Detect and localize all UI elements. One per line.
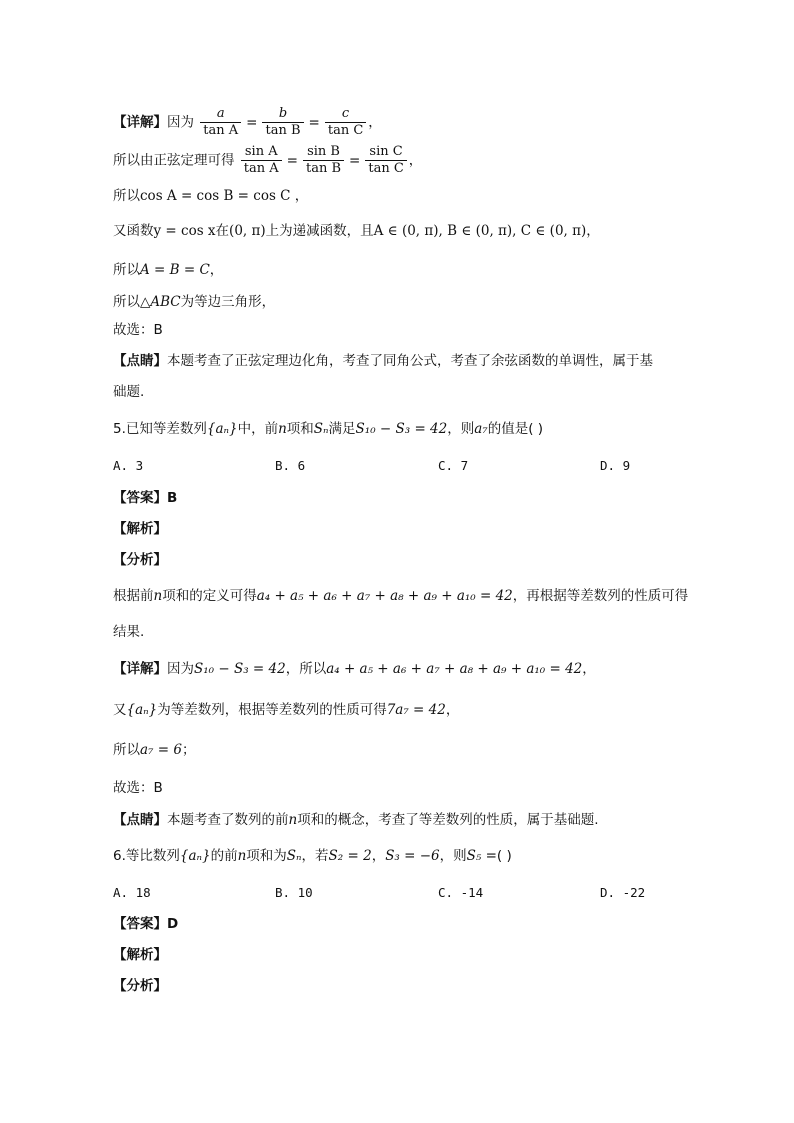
q5-option-c: C. 7 <box>438 458 469 473</box>
q5-analysis-line-2: 结果. <box>113 624 145 640</box>
det2-c: ， <box>445 702 460 718</box>
q6-stem-d: ，若 <box>301 848 329 864</box>
line2-prefix: 所以由正弦定理可得 <box>113 152 235 169</box>
q6-option-a: A. 18 <box>113 885 151 900</box>
because-text: 因为 <box>167 114 194 131</box>
question-5-stem <box>113 419 543 439</box>
comment-tag: 【点睛】 <box>113 353 167 369</box>
fraction-sinA-tanA: $\frac{\text{sin A}}{\text{tan A}}$ <box>241 144 282 177</box>
q5-comment <box>113 810 599 830</box>
comment-tag: 【点睛】 <box>113 812 167 828</box>
sum-equation: a₄ + a₅ + a₆ + a₇ + a₈ + a₉ + a₁₀ = 42 <box>256 588 513 604</box>
angles-equal: A = B = C <box>140 262 210 278</box>
q6-option-d: D. -22 <box>600 885 646 900</box>
q5-option-d: D. 9 <box>600 458 631 473</box>
q6-s3: S₃ = −6 <box>385 848 440 864</box>
seq-an: {aₙ} <box>206 421 238 437</box>
line4-in: 在 <box>215 223 230 239</box>
comment-line-1 <box>113 351 653 371</box>
q5-detail-line-1 <box>113 659 596 679</box>
fraction-sinB-tanB: $\frac{\text{sin B}}{\text{tan B}}$ <box>303 144 344 177</box>
det1-a: 因为 <box>167 661 194 677</box>
q5-detail-line-3 <box>113 740 195 760</box>
det1-c: ， <box>582 661 596 677</box>
q5-analysis-line-1 <box>113 586 688 606</box>
q5-detail-line-2 <box>113 700 459 720</box>
det1-condition: S₁₀ − S₃ = 42 <box>194 661 286 677</box>
detail-line-6 <box>113 292 275 312</box>
comment-a: 本题考查了数列的前 <box>167 812 289 828</box>
det2-a: 又 <box>113 702 127 718</box>
det1-sum: a₄ + a₅ + a₆ + a₇ + a₈ + a₉ + a₁₀ = 42 <box>326 661 583 677</box>
q5-condition: S₁₀ − S₃ = 42 <box>355 421 448 437</box>
q6-analyze-tag: 【分析】 <box>113 978 167 994</box>
comment-text-1: 本题考查了正弦定理边化角，考查了同角公式，考查了余弦函数的单调性，属于基 <box>167 353 653 369</box>
det3-a: 所以 <box>113 742 140 758</box>
det1-b: ，所以 <box>285 661 327 677</box>
var-n: n <box>153 588 163 604</box>
q6-stem-c: 项和为 <box>246 848 287 864</box>
line6-prefix: 所以△ <box>113 294 151 310</box>
q6-option-b: B. 10 <box>275 885 313 900</box>
var-n: n <box>237 848 247 864</box>
triangle-abc: ABC <box>150 294 181 310</box>
q5-stem-b: 中，前 <box>237 421 279 437</box>
q5-stem-d: 满足 <box>328 421 356 437</box>
angle-ranges: A ∈ (0, π), B ∈ (0, π), C ∈ (0, π) <box>373 223 587 239</box>
fraction-c-tanC: $\frac{c}{\text{tan C}}$ <box>325 106 366 139</box>
detail-line-1: 【详解】因为 $\frac{a}{\text{tan A}}$ = $\frac{b}{\text{tan B}}$ = $\frac{c}{\text{tan C}}$ ， <box>113 106 382 138</box>
det3-b: ； <box>181 742 196 758</box>
question-6-stem <box>113 846 512 866</box>
line4-mid: 上为递减函数，且 <box>265 223 374 239</box>
answer-choice-4: 故选：B <box>113 322 163 338</box>
var-Sn: Sₙ <box>313 421 329 437</box>
q6-analysis-tag: 【解析】 <box>113 947 167 963</box>
detail-line-3: 所以cos A = cos B = cos C ， <box>113 188 309 204</box>
detail-line-4: 又函数y = cos x在(0, π)上为递减函数，且A ∈ (0, π), B ∈ (0, π), C ∈ (0, π)， <box>113 223 600 239</box>
q6-s2: S₂ = 2 <box>328 848 372 864</box>
line5-prefix: 所以 <box>113 262 140 278</box>
detail-tag: 【详解】 <box>113 661 167 677</box>
fraction-b-tanB: $\frac{b}{\text{tan B}}$ <box>262 106 303 139</box>
q5-stem-c: 项和 <box>286 421 314 437</box>
q6-answer: 【答案】D <box>113 916 179 932</box>
comment-b: 项和的概念，考查了等差数列的性质，属于基础题. <box>297 812 599 828</box>
line4-prefix: 又函数 <box>113 223 154 239</box>
comment-line-2: 础题. <box>113 384 145 400</box>
line3-prefix: 所以 <box>113 188 140 204</box>
var-a7: a₇ <box>474 421 488 437</box>
q5-choice: 故选：B <box>113 780 163 796</box>
q5-stem-f: 的值是( ) <box>487 421 544 437</box>
detail-tag: 【详解】 <box>113 114 167 131</box>
var-n: n <box>288 812 298 828</box>
cos-function: y = cos x <box>153 223 216 239</box>
interval: (0, π) <box>229 223 266 239</box>
cos-equality: cos A = cos B = cos C <box>140 188 291 204</box>
q5-stem-a: 5.已知等差数列 <box>113 421 207 437</box>
q6-stem-e: ， <box>371 848 386 864</box>
an-b: 项和的定义可得 <box>162 588 257 604</box>
q5-analyze-tag: 【分析】 <box>113 552 167 568</box>
det2-b: 为等差数列，根据等差数列的性质可得 <box>157 702 387 718</box>
var-Sn: Sₙ <box>286 848 302 864</box>
line6-suffix: 为等边三角形， <box>180 294 276 310</box>
seq-an: {aₙ} <box>179 848 211 864</box>
q5-analysis-tag: 【解析】 <box>113 521 167 537</box>
q5-option-a: A. 3 <box>113 458 144 473</box>
det2-eq: 7a₇ = 42 <box>386 702 446 718</box>
det3-eq: a₇ = 6 <box>140 742 182 758</box>
q6-stem-a: 6.等比数列 <box>113 848 180 864</box>
q6-stem-g: ( ) <box>496 848 512 864</box>
q5-stem-e: ，则 <box>447 421 475 437</box>
an-c: ，再根据等差数列的性质可得 <box>512 588 689 604</box>
seq-an: {aₙ} <box>126 702 158 718</box>
q5-answer: 【答案】B <box>113 490 178 506</box>
detail-line-2: 所以由正弦定理可得 $\frac{\text{sin A}}{\text{tan A}}$ = $\frac{\text{sin B}}{\text{tan B}}$ = $\frac{\text{sin C}}{\text{tan C}}$ ， <box>113 144 423 176</box>
var-n: n <box>278 421 287 437</box>
q6-option-c: C. -14 <box>438 885 484 900</box>
fraction-a-tanA: $\frac{a}{\text{tan A}}$ <box>200 106 241 139</box>
q6-stem-f: ，则 <box>439 848 467 864</box>
an-a: 根据前 <box>113 588 154 604</box>
detail-line-5: 所以A = B = C， <box>113 262 224 278</box>
q5-option-b: B. 6 <box>275 458 306 473</box>
fraction-sinC-tanC: $\frac{\text{sin C}}{\text{tan C}}$ <box>365 144 406 177</box>
q6-s5: S₅ = <box>466 848 497 864</box>
q6-stem-b: 的前 <box>210 848 238 864</box>
